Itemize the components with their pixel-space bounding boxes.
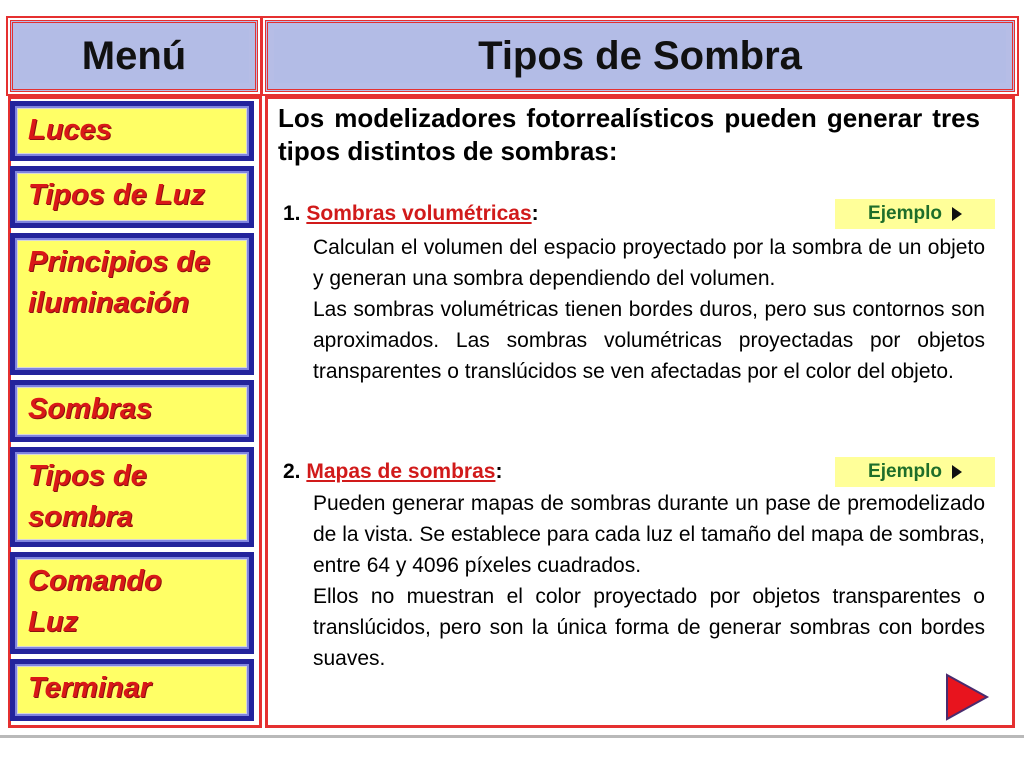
play-triangle-icon (952, 207, 962, 221)
sidebar-item-principios-de-iluminacion[interactable] (10, 233, 254, 375)
section-2-colon: : (495, 460, 503, 483)
sidebar-item-tipos-de-luz[interactable] (10, 166, 254, 228)
sidebar-item-label: Tipos de sombra (28, 460, 147, 533)
section-1-heading (283, 202, 539, 226)
section-1-paragraph: Calculan el volumen del espacio proyectado por la sombra de un objeto y generan una sombra dependiendo del volumen. (313, 236, 985, 290)
page-title: Tipos de Sombra (478, 33, 802, 78)
intro-text: Los modelizadores fotorrealísticos pueden generar tres tipos distintos de sombras: (278, 103, 980, 166)
next-button[interactable] (944, 672, 990, 722)
sidebar-item-comando-luz[interactable] (10, 552, 254, 654)
section-2-link[interactable]: Mapas de sombras (306, 460, 496, 483)
sidebar-item-terminar[interactable] (10, 659, 254, 721)
menu-title: Menú (81, 33, 187, 78)
next-arrow-icon (944, 672, 990, 722)
page-header-inner (274, 29, 1006, 83)
sidebar-item-sombras[interactable] (10, 380, 254, 442)
sidebar-item-tipos-de-sombra[interactable] (10, 447, 254, 547)
sidebar-item-label: Sombras (28, 393, 153, 425)
example-label: Ejemplo (868, 203, 942, 224)
bottom-divider (0, 735, 1024, 738)
example-button-1[interactable] (835, 199, 995, 229)
section-1-colon: : (531, 202, 539, 225)
sidebar-item-label: Terminar (28, 672, 152, 704)
sidebar-item-label: Comando Luz (28, 565, 162, 638)
section-2-paragraph: Pueden generar mapas de sombras durante un pase de premodelizado de la vista. Se establece para cada luz el tamaño del mapa de sombras, entre 64 y 4096 píxeles cuadrados. (313, 492, 985, 577)
section-1-number: 1. (283, 202, 301, 225)
section-2-body (313, 488, 985, 674)
sidebar-item-label: Luces (28, 114, 112, 146)
section-2-paragraph: Ellos no muestran el color proyectado por objetos transparentes o translúcidos, pero son la única forma de generar sombras con bordes suaves. (313, 585, 985, 670)
sidebar-item-luces[interactable] (10, 101, 254, 161)
section-1-body (313, 232, 985, 387)
section-2-number: 2. (283, 460, 301, 483)
example-label: Ejemplo (868, 461, 942, 482)
section-1-paragraph: Las sombras volumétricas tienen bordes duros, pero sus contornos son aproximados. Las sombras volumétricas proyectadas por objetos transparentes o translúcidos se ven afectadas por el color del objeto. (313, 298, 985, 383)
menu-header-inner (19, 29, 249, 83)
page-header (265, 20, 1015, 92)
section-2-heading (283, 460, 502, 484)
menu-header (10, 20, 258, 92)
sidebar-item-label: Tipos de Luz (28, 179, 205, 211)
section-1-link[interactable]: Sombras volumétricas (306, 202, 532, 225)
sidebar-item-label: Principios de iluminación (28, 246, 211, 319)
play-triangle-icon (952, 465, 962, 479)
example-button-2[interactable] (835, 457, 995, 487)
